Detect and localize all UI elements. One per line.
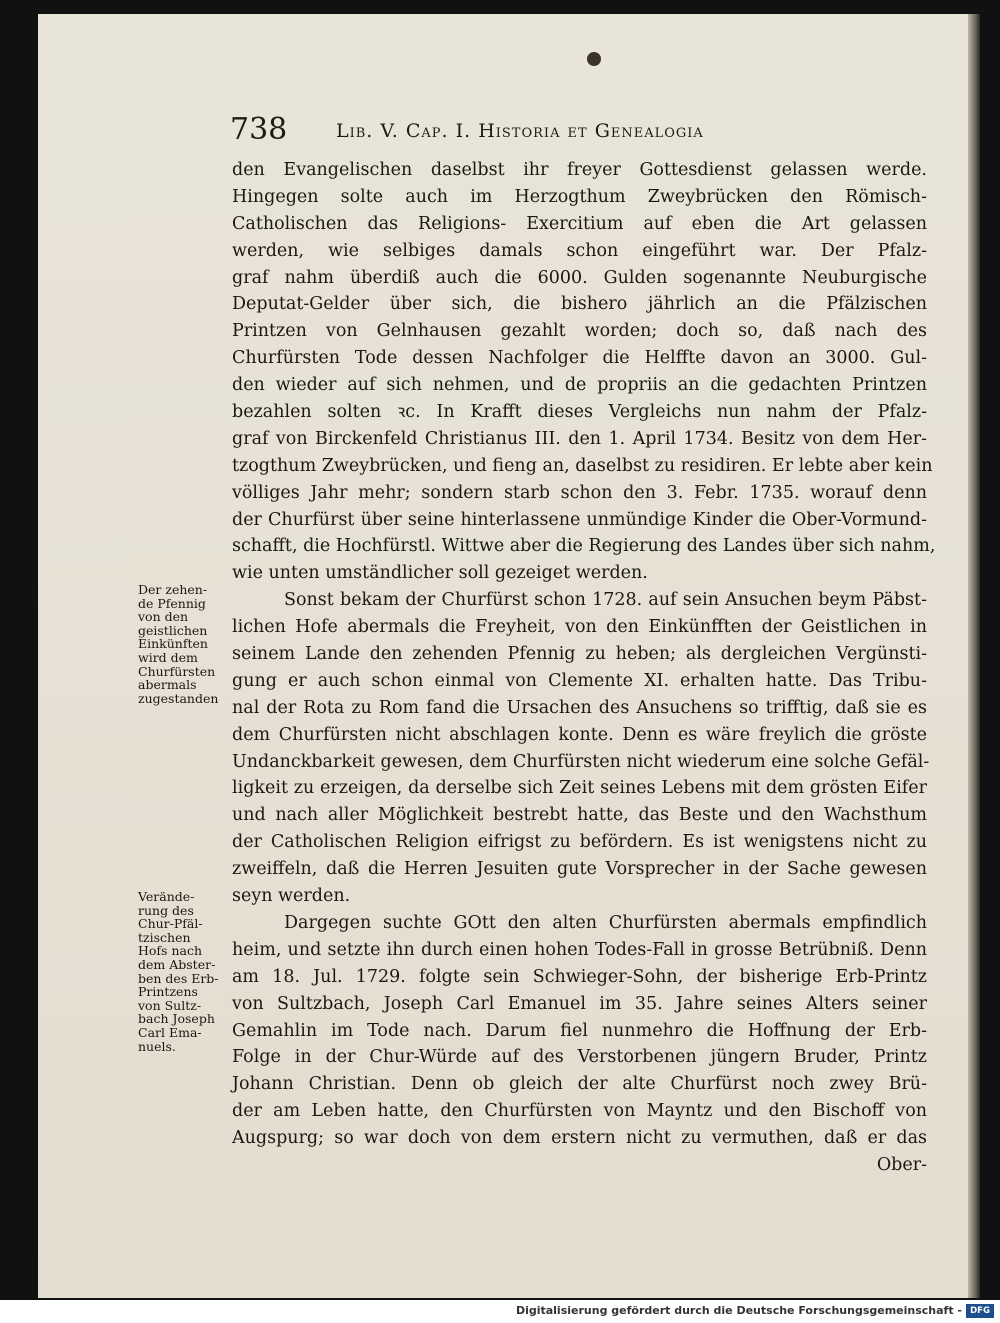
text-line: völliges Jahr mehr; sondern starb schon den 3. Febr. 1735. worauf denn (232, 482, 927, 503)
margin-note-line: Einkünften (138, 636, 208, 652)
margin-note-line: ben des Erb- (138, 970, 219, 986)
ink-spot (587, 52, 601, 66)
page-number: 738 (230, 112, 288, 147)
margin-note-line: rung des (138, 902, 194, 918)
margin-note-line: tzischen (138, 929, 191, 945)
catchword: Ober- (876, 1154, 927, 1175)
text-line: seyn werden. (232, 886, 351, 907)
body-text (232, 157, 936, 1179)
dfg-logo: DFG (966, 1304, 994, 1318)
text-line: der Catholischen Religion eifrigst zu befördern. Es ist wenigstens nicht zu (232, 832, 927, 853)
margin-note-tithe (138, 583, 230, 705)
text-line: bezahlen solten ꝛc. In Krafft dieses Vergleichs nun nahm der Pfalz- (232, 402, 927, 423)
text-line: Deputat-Gelder über sich, die bishero jährlich an die Pfälzischen (232, 294, 927, 315)
margin-note-line: Printzens (138, 984, 198, 1000)
text-line: graf nahm überdiß auch die 6000. Gulden sogenannte Neuburgische (232, 267, 927, 288)
text-line: Johann Christian. Denn ob gleich der alte Churfürst noch zwey Brü- (232, 1074, 927, 1095)
text-line: gung er auch schon einmal von Clemente XI. erhalten hatte. Das Tribu- (232, 670, 927, 691)
header-title: Lib. V. Cap. I. Historia et Genealogia (336, 120, 704, 142)
text-line: der am Leben hatte, den Churfürsten von Mayntz und den Bischoff von (232, 1101, 927, 1122)
text-line: der Churfürst über seine hinterlassene unmündige Kinder die Ober-Vormund- (232, 509, 927, 530)
text-line: wie unten umständlicher soll gezeiget werden. (232, 563, 648, 584)
margin-note-line: Churfürsten (138, 663, 216, 679)
margin-note-line: von den (138, 609, 189, 625)
margin-note-line: zugestanden (138, 690, 219, 706)
text-line: Catholischen das Religions- Exercitium auf eben die Art gelassen (232, 213, 927, 234)
margin-note-line: abermals (138, 677, 197, 693)
footer-bar (0, 1300, 1000, 1323)
text-line: Folge in der Chur-Würde auf des Verstorbenen jüngern Bruder, Printz (232, 1047, 927, 1068)
text-line: von Sultzbach, Joseph Carl Emanuel im 35. Jahre seines Alters seiner (232, 993, 927, 1014)
text-line: Hingegen solte auch im Herzogthum Zweybrücken den Römisch- (232, 186, 927, 207)
margin-note-line: geistlichen (138, 622, 208, 638)
margin-note-line: nuels. (138, 1038, 176, 1054)
text-line: den Evangelischen daselbst ihr freyer Gottesdienst gelassen werde. (232, 160, 927, 180)
text-line: schafft, die Hochfürstl. Wittwe aber die Regierung des Landes über sich nahm, (232, 536, 936, 557)
text-line: ligkeit zu erzeigen, da derselbe sich Zeit seines Lebens mit dem grösten Eifer (232, 778, 927, 799)
margin-note-line: Chur-Pfäl- (138, 916, 203, 932)
margin-note-line: dem Abster- (138, 956, 216, 972)
margin-note-line: wird dem (138, 649, 198, 665)
text-line: dem Churfürsten nicht abschlagen konte. Denn es wäre freylich die gröste (232, 724, 927, 745)
text-line: am 18. Jul. 1729. folgte sein Schwieger-Sohn, der bisherige Erb-Printz (232, 966, 927, 987)
margin-note-line: bach Joseph (138, 1011, 215, 1027)
text-line: Dargegen suchte GOtt den alten Churfürsten abermals empfindlich (284, 912, 927, 933)
text-line: tzogthum Zweybrücken, und fieng an, daselbst zu residiren. Er lebte aber kein (232, 455, 933, 476)
margin-note-line: Hofs nach (138, 943, 202, 959)
text-line: graf von Birckenfeld Christianus III. den 1. April 1734. Besitz von dem Her- (232, 428, 927, 449)
text-line: heim, und setzte ihn durch einen hohen Todes-Fall in grosse Betrübniß. Denn (232, 939, 927, 960)
text-line: und nach aller Möglichkeit bestrebt hatte, das Beste und den Wachsthum (232, 805, 927, 826)
page-edge-shadow (968, 14, 980, 1298)
text-line: Printzen von Gelnhausen gezahlt worden; doch so, daß nach des (232, 321, 927, 342)
text-line: Churfürsten Tode dessen Nachfolger die Helffte davon an 3000. Gul- (232, 348, 927, 369)
text-line: lichen Hofe abermals die Freyheit, von den Einkünfften der Geistlichen in (232, 617, 927, 638)
text-line: seinem Lande den zehenden Pfennig zu heben; als dergleichen Vergünsti- (232, 644, 927, 665)
footer-credit: Digitalisierung gefördert durch die Deutsche Forschungsgemeinschaft - (515, 1304, 962, 1317)
text-line: nal der Rota zu Rom fand die Ursachen des Ansuchens so trifftig, daß sie es (232, 697, 927, 718)
margin-note-court-change (138, 890, 230, 1053)
text-line: den wieder auf sich nehmen, und de propriis an die gedachten Printzen (232, 375, 927, 396)
margin-note-line: Der zehen- (138, 582, 208, 597)
text-line: Gemahlin im Tode nach. Darum fiel nunmehro die Hoffnung der Erb- (232, 1020, 927, 1041)
margin-note-line: de Pfennig (138, 595, 206, 611)
text-line: zweiffeln, daß die Herren Jesuiten gute Vorsprecher in der Sache gewesen (232, 859, 927, 880)
text-line: Undanckbarkeit gewesen, dem Churfürsten nicht wiederum eine solche Gefäl- (232, 751, 930, 772)
margin-note-line: von Sultz- (138, 997, 202, 1013)
margin-note-line: Verände- (138, 889, 195, 904)
text-line: werden, wie selbiges damals schon eingeführt war. Der Pfalz- (232, 240, 927, 261)
margin-note-line: Carl Ema- (138, 1024, 202, 1040)
running-head (226, 112, 826, 148)
text-line: Augspurg; so war doch von dem erstern nicht zu vermuthen, daß er das (232, 1128, 927, 1149)
text-line: Sonst bekam der Churfürst schon 1728. auf sein Ansuchen beym Päbst- (284, 590, 927, 611)
